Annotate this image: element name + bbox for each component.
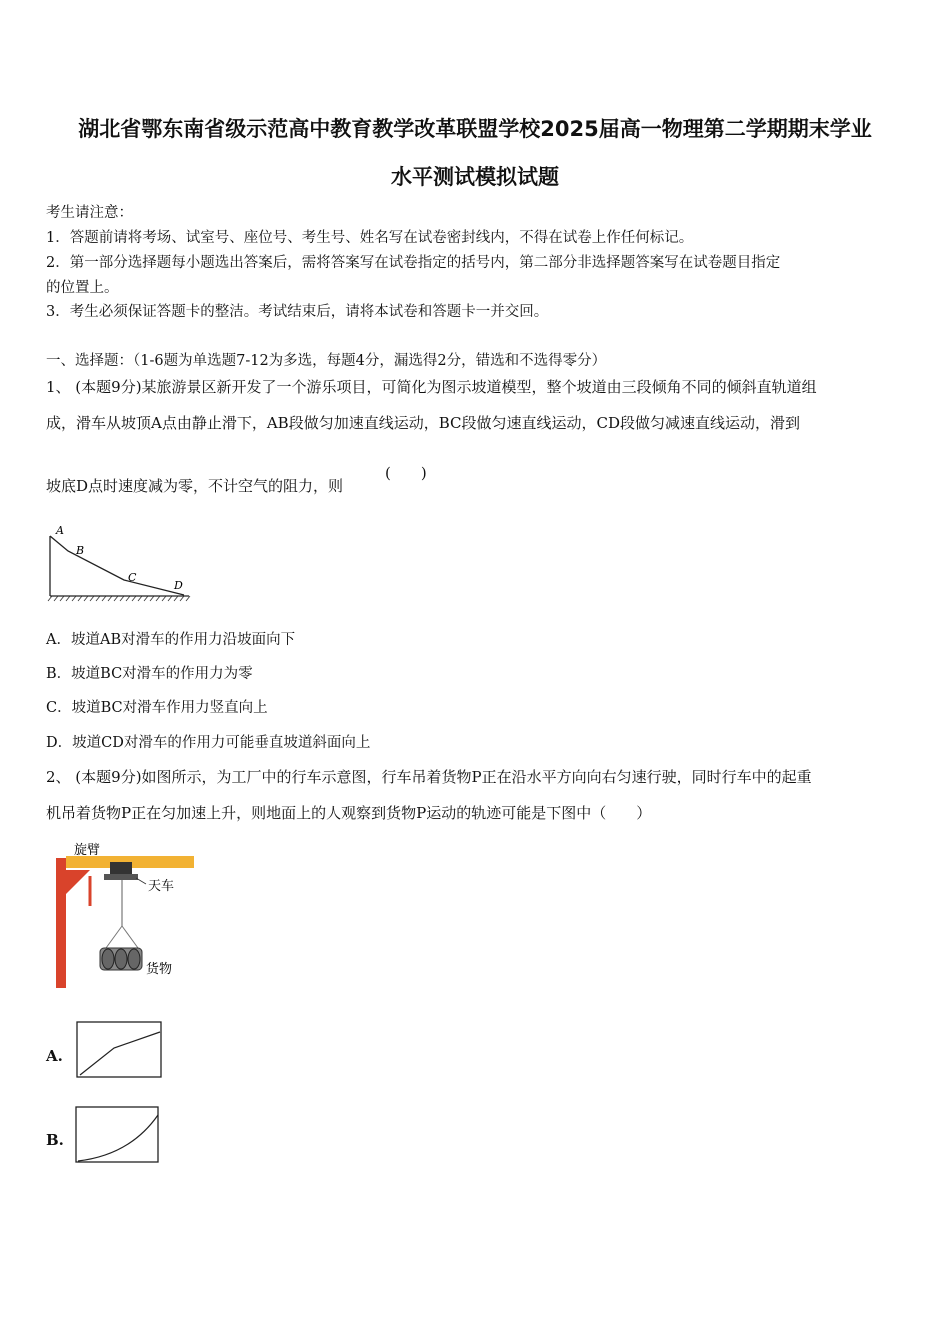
notice-item-3: 3．考生必须保证答题卡的整洁。考试结束后，请将本试卷和答题卡一并交回。 xyxy=(46,304,549,320)
graph-b-frame xyxy=(76,1107,158,1162)
page-title-line2: 水平测试模拟试题 xyxy=(391,165,559,189)
cargo-tires xyxy=(100,948,142,970)
graph-a-trajectory xyxy=(80,1032,160,1075)
notice-item-2-cont: 的位置上。 xyxy=(46,280,119,296)
q1-line2: 成，滑车从坡顶A点由静止滑下，AB段做匀加速直线运动，BC段做匀速直线运动，CD段做匀减速直线运动，滑到 xyxy=(46,414,800,432)
q2-line2: 机吊着货物P正在匀加速上升，则地面上的人观察到货物P运动的轨迹可能是下图中（ ） xyxy=(46,804,652,822)
graph-a-frame xyxy=(77,1022,161,1077)
q1-line3: 坡底D点时速度减为零，不计空气的阻力，则 xyxy=(46,477,344,495)
ground-hatching xyxy=(48,596,190,601)
crane-trolley xyxy=(110,862,132,876)
crane-pillar xyxy=(56,858,66,988)
trolley-label: 天车 xyxy=(148,879,175,894)
point-d-label: D xyxy=(174,579,183,592)
crane-diagram xyxy=(50,840,200,990)
q1-option-c[interactable]: C．坡道BC对滑车作用力竖直向上 xyxy=(46,700,268,716)
rotating-arm-label: 旋臂 xyxy=(74,843,101,858)
graph-b-trajectory xyxy=(78,1115,158,1161)
trolley-label-pointer xyxy=(136,878,146,884)
q1-option-b[interactable]: B．坡道BC对滑车的作用力为零 xyxy=(46,666,253,682)
cargo-label: 货物 xyxy=(146,962,173,977)
q1-option-a[interactable]: A．坡道AB对滑车的作用力沿坡面向下 xyxy=(46,632,296,648)
crane-brace xyxy=(66,870,90,894)
q1-answer-paren: ( ) xyxy=(385,464,427,482)
page-title-line1: 湖北省鄂东南省级示范高中教育教学改革联盟学校2025届高一物理第二学期期末学业 xyxy=(78,117,872,141)
q2-line1: 2、 (本题9分)如图所示，为工厂中的行车示意图，行车吊着货物P正在沿水平方向向右匀速行驶，同时行车中的起重 xyxy=(46,768,812,786)
point-b-label: B xyxy=(76,544,85,557)
point-a-label: A xyxy=(56,524,64,537)
sling-left xyxy=(106,926,122,948)
crane-trolley-base xyxy=(104,874,138,880)
q2-option-a-letter[interactable]: A. xyxy=(46,1047,63,1065)
q1-line1: 1、 (本题9分)某旅游景区新开发了一个游乐项目，可简化为图示坡道模型，整个坡道由三段倾角不同的倾斜直轨道组 xyxy=(46,378,817,396)
notice-item-1: 1．答题前请将考场、试室号、座位号、考生号、姓名写在试卷密封线内，不得在试卷上作任何标记。 xyxy=(46,230,694,246)
q2-option-b-graph[interactable] xyxy=(74,1105,162,1165)
q2-option-a-graph[interactable] xyxy=(76,1020,164,1080)
section-heading: 一、选择题：（1-6题为单选题7-12为多选，每题4分，漏选得2分，错选和不选得零分） xyxy=(46,353,607,369)
point-c-label: C xyxy=(128,571,137,584)
notice-item-2: 2．第一部分选择题每小题选出答案后，需将答案写在试卷指定的括号内，第二部分非选择题答案写在试卷题目指定 xyxy=(46,255,781,271)
notice-heading: 考生请注意： xyxy=(46,205,133,221)
q2-option-b-letter[interactable]: B. xyxy=(46,1131,64,1149)
sling-right xyxy=(122,926,138,948)
slope-diagram xyxy=(44,520,199,605)
slope-track xyxy=(50,536,184,595)
q1-option-d[interactable]: D．坡道CD对滑车的作用力可能垂直坡道斜面向上 xyxy=(46,735,371,751)
